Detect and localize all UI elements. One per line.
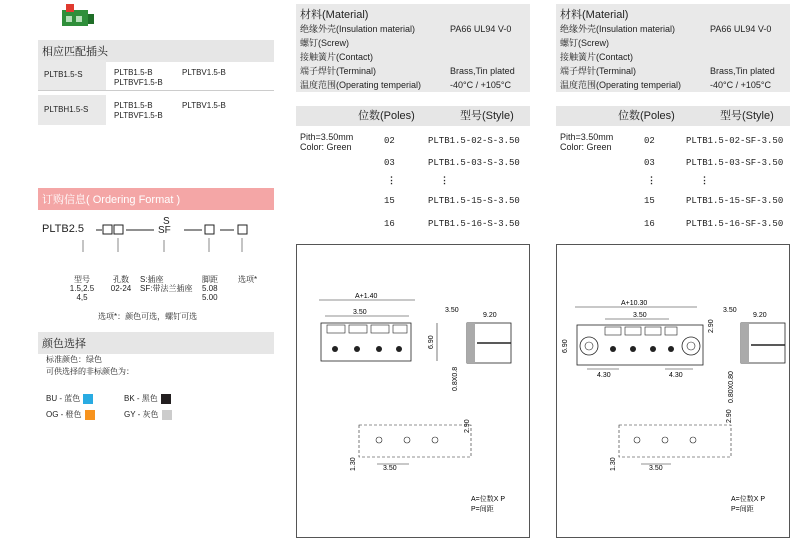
material-table-sf [556, 4, 790, 92]
legend-pitch: 脚距 5.08 5.00 [202, 275, 218, 302]
color-swatch-black [161, 394, 171, 404]
material-row: 绝缘外壳(Insulation material) PA66 UL94 V-0 [300, 24, 512, 34]
order-legend [62, 275, 282, 315]
material-title: 材料(Material) [300, 9, 369, 21]
color-swatch-gray [162, 410, 172, 420]
material-row: 接触簧片(Contact) [560, 52, 634, 62]
style-head: 型号(Style) [720, 110, 774, 122]
material-row: 螺钉(Screw) [300, 38, 349, 48]
mating-row [38, 60, 274, 91]
svg-text:6.90: 6.90 [562, 339, 569, 353]
poles-head: 位数(Poles) [618, 110, 675, 122]
order-prefix: PLTB2.5 [42, 223, 84, 235]
mating-item: PLTBV1.5-B [182, 68, 226, 77]
color-option: GY - 灰色 [124, 409, 172, 420]
style-head: 型号(Style) [460, 110, 514, 122]
mating-item: PLTB1.5-B [114, 101, 153, 110]
svg-text:A+10.30: A+10.30 [621, 300, 648, 307]
poles-header-s [296, 106, 530, 126]
svg-text:3.50: 3.50 [383, 465, 397, 472]
order-code-boxes [42, 216, 272, 256]
terminal-block-icon [60, 2, 96, 30]
material-row: 温度范围(Operating temperial) -40°C / +105°C [560, 80, 771, 90]
legend-type: S:插座 SF:带法兰插座 [140, 275, 193, 293]
mating-item: PLTBVF1.5-B [114, 78, 163, 87]
option-note: 选项*：颜色可选，螺钉可选 [98, 312, 198, 321]
svg-text:1.30: 1.30 [350, 457, 357, 471]
color-option: OG - 橙色 [46, 409, 95, 420]
svg-text:9.20: 9.20 [483, 312, 497, 319]
svg-text:3.50: 3.50 [353, 309, 367, 316]
mating-code: PLTBH1.5-S [38, 95, 106, 125]
drawing-s [296, 244, 530, 538]
material-title: 材料(Material) [560, 9, 629, 21]
svg-text:1.30: 1.30 [610, 457, 617, 471]
color-alt: 可供选择的非标颜色为： [46, 367, 134, 376]
svg-text:A=位数X P: A=位数X P [731, 496, 766, 503]
svg-text:P=间距: P=间距 [731, 506, 754, 513]
order-s: S [163, 216, 170, 227]
dimension-drawing-sf [557, 245, 789, 537]
svg-text:3.50: 3.50 [633, 312, 647, 319]
material-row: 接触簧片(Contact) [300, 52, 374, 62]
dimension-drawing-s [297, 245, 529, 537]
svg-text:6.90: 6.90 [428, 335, 435, 349]
material-row: 绝缘外壳(Insulation material) PA66 UL94 V-0 [560, 24, 772, 34]
svg-text:0.8X0.8: 0.8X0.8 [452, 366, 459, 391]
order-code [42, 216, 272, 238]
svg-text:P=间距: P=间距 [471, 506, 494, 513]
product-image [60, 2, 96, 30]
material-table-s [296, 4, 530, 92]
material-row: 端子焊针(Terminal) Brass,Tin plated [300, 66, 515, 76]
svg-text:2.90: 2.90 [464, 419, 471, 433]
svg-text:2.90: 2.90 [708, 319, 715, 333]
color-swatch-orange [85, 410, 95, 420]
order-sf: SF [158, 225, 171, 236]
mating-header: 相应匹配插头 [38, 40, 274, 62]
svg-text:4.30: 4.30 [597, 372, 611, 379]
mating-code: PLTB1.5-S [38, 60, 106, 90]
poles-head: 位数(Poles) [358, 110, 415, 122]
svg-text:3.50: 3.50 [445, 307, 459, 314]
pitch-info-s: Pith=3.50mm Color: Green [300, 132, 354, 152]
legend-model: 型号 1.5,2.5 4,5 [69, 275, 95, 302]
color-standard: 标准颜色：绿色 [46, 355, 102, 364]
material-row: 螺钉(Screw) [560, 38, 609, 48]
poles-header-sf [556, 106, 790, 126]
legend-option: 选项* [238, 275, 258, 284]
drawing-sf [556, 244, 790, 538]
legend-holes: 孔数 02-24 [110, 275, 132, 293]
svg-text:0.80X0.80: 0.80X0.80 [728, 371, 735, 403]
color-option: BK - 黑色 [124, 393, 171, 404]
pitch-info-sf: Pith=3.50mm Color: Green [560, 132, 614, 152]
svg-text:3.50: 3.50 [723, 307, 737, 314]
svg-text:2.90: 2.90 [726, 409, 733, 423]
color-option: BU - 蓝色 [46, 393, 93, 404]
mating-row [38, 95, 274, 125]
ordering-header: 订购信息( Ordering Format ) [38, 188, 274, 210]
mating-item: PLTBV1.5-B [182, 101, 226, 110]
mating-item: PLTBVF1.5-B [114, 111, 163, 120]
svg-text:A=位数X P: A=位数X P [471, 496, 506, 503]
color-swatch-blue [83, 394, 93, 404]
mating-item: PLTB1.5-B [114, 68, 153, 77]
material-row: 端子焊针(Terminal) Brass,Tin plated [560, 66, 775, 76]
color-header: 颜色选择 [38, 332, 274, 354]
svg-text:4.30: 4.30 [669, 372, 683, 379]
material-row: 温度范围(Operating temperial) -40°C / +105°C [300, 80, 511, 90]
svg-text:9.20: 9.20 [753, 312, 767, 319]
svg-text:A+1.40: A+1.40 [355, 293, 378, 300]
mating-table [38, 60, 274, 125]
svg-text:3.50: 3.50 [649, 465, 663, 472]
